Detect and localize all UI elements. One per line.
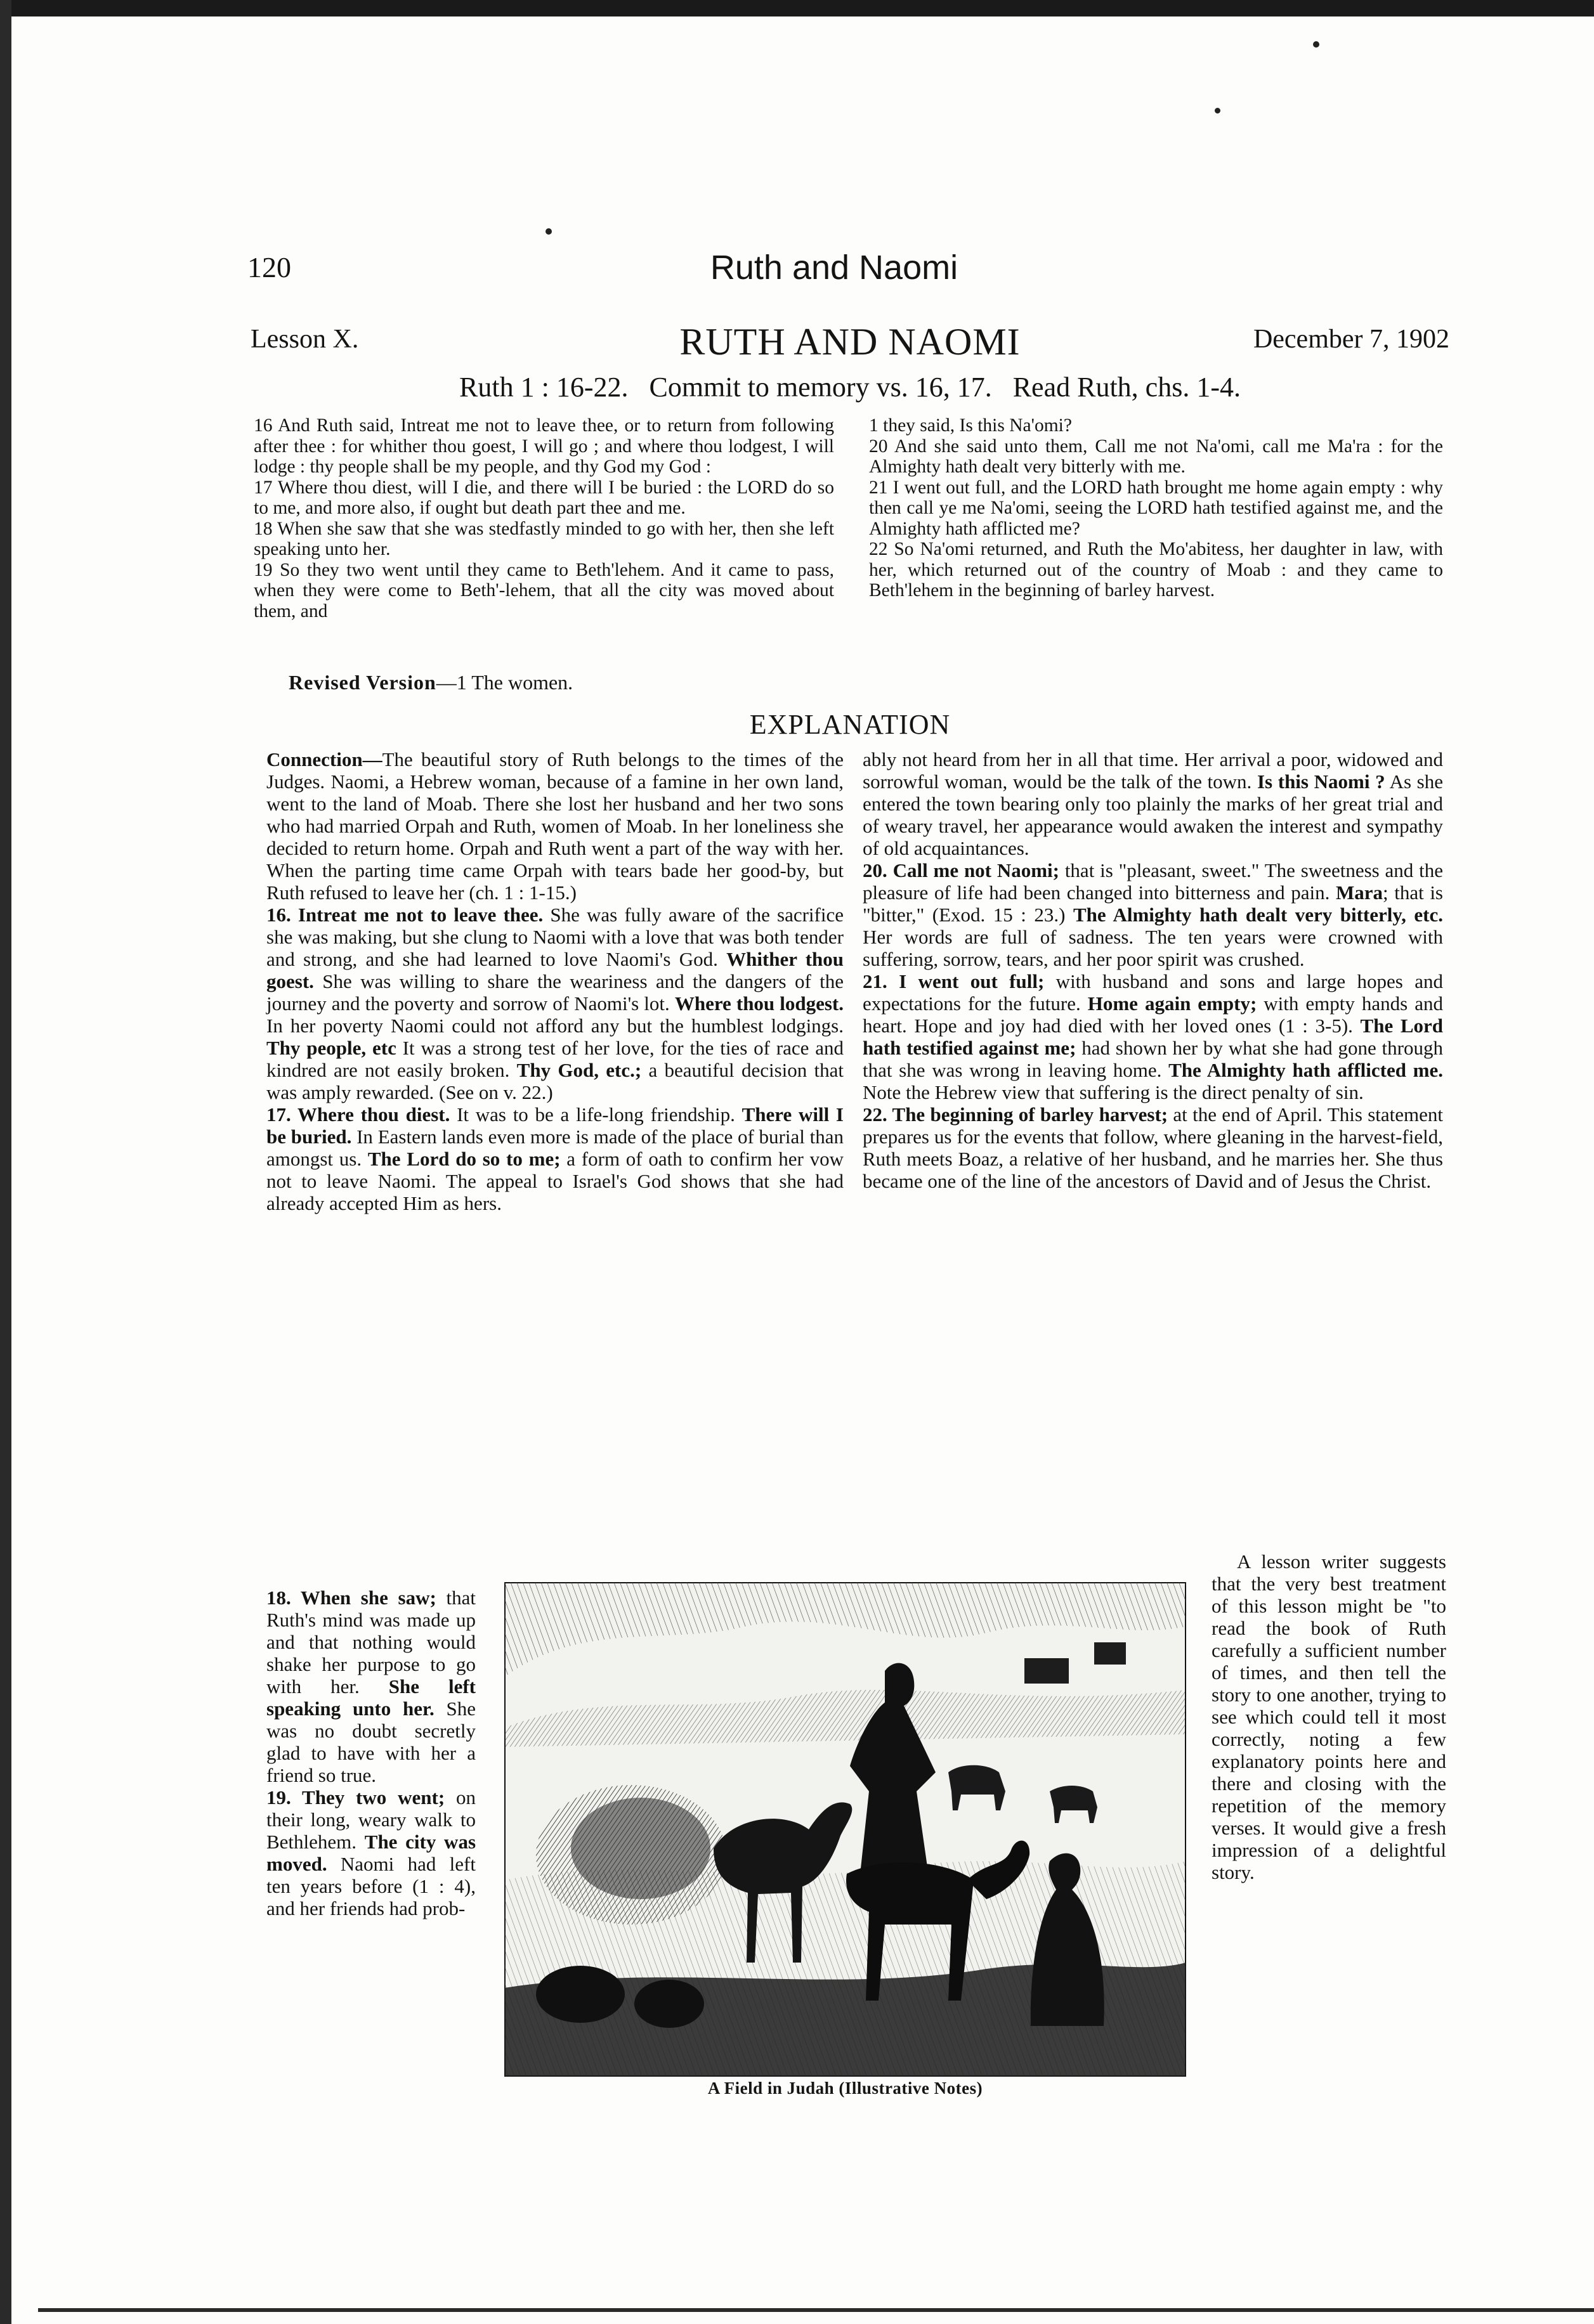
paragraph-lead: There will I be buried.	[266, 1103, 844, 1148]
lesson-date: December 7, 1902	[1253, 325, 1449, 354]
paragraph-lead: The Lord hath testified against me;	[863, 1015, 1443, 1059]
paragraph-lead: 19. They two went;	[266, 1786, 445, 1808]
paragraph-text: In Eastern lands even more is made of the place of burial than amongst us.	[266, 1126, 844, 1170]
paragraph-lead: She left speaking unto her.	[266, 1675, 476, 1720]
scripture-verse: 17 Where thou diest, will I die, and there will I be buried : the LORD do so to me, and more also, if ought but death part thee and me.	[254, 477, 834, 518]
scripture-verse: 19 So they two went until they came to Beth'lehem. And it came to pass, when they were come to Beth'-lehem, that all the city was moved about them, and	[254, 559, 834, 621]
paragraph-lead: The Lord do so to me;	[367, 1148, 561, 1170]
paragraph-lead: Is this Naomi ?	[1257, 770, 1385, 793]
paragraph-lead: Thy people, etc	[266, 1037, 396, 1059]
explanation-column-c	[266, 1587, 476, 1919]
explanation-column-d: A lesson writer suggests that the very best treatment of this lesson might be "to read the book of Ruth carefully a sufficient number of times, and then tell the story to one another, trying to see which could tell it most correctly, noting a few explanatory points here and there and closing with the repetition of the memory verses. It would give a fresh impression of a delightful story.	[1212, 1550, 1446, 1883]
paragraph-text: with empty hands and heart. Hope and joy had died with her loved ones (1 : 3-5).	[863, 992, 1443, 1037]
paragraph-text: In her poverty Naomi could not afford any but the humblest lodgings.	[266, 1015, 844, 1037]
revised-version-label: Revised Version	[289, 671, 436, 694]
explanation-paragraph	[863, 970, 1443, 1103]
revised-version-text: —1 The women.	[436, 671, 573, 694]
explanation-column-a	[266, 748, 844, 1214]
paragraph-lead: Home again empty;	[1087, 992, 1257, 1015]
paragraph-text: a form of oath to confirm her vow not to leave Naomi. The appeal to Israel's God shows that she had already accepted Him as hers.	[266, 1148, 844, 1214]
paragraph-lead: 17. Where thou diest.	[266, 1103, 450, 1126]
illustration-caption: A Field in Judah (Illustrative Notes)	[707, 2079, 983, 2098]
explanation-paragraph	[863, 1103, 1443, 1192]
paragraph-text: had shown her by what she had gone through that she was wrong in leaving home.	[863, 1037, 1443, 1081]
paragraph-lead: The city was moved.	[266, 1831, 476, 1875]
revised-version-note	[289, 671, 573, 694]
paragraph-lead: 21. I went out full;	[863, 970, 1045, 992]
paragraph-text: She was fully aware of the sacrifice she was making, but she clung to Naomi with a love that was both tender and strong, and she had learned to love Naomi's God.	[266, 904, 844, 970]
lesson-reference: Ruth 1 : 16-22. Commit to memory vs. 16, 17. Read Ruth, chs. 1-4.	[459, 372, 1241, 403]
page-number: 120	[247, 251, 291, 283]
paragraph-text: a beautiful decision that was amply rewarded. (See on v. 22.)	[266, 1059, 844, 1103]
paragraph-text: She was willing to share the weariness and the dangers of the journey and the poverty and sorrow of Naomi's lot.	[266, 970, 844, 1015]
paragraph-lead: Mara	[1335, 881, 1383, 904]
explanation-paragraph	[863, 859, 1443, 970]
explanation-column-b	[863, 748, 1443, 1192]
illustration-field-in-judah	[504, 1582, 1186, 2077]
scripture-right-column	[869, 415, 1443, 601]
explanation-paragraph	[266, 748, 844, 904]
scripture-left-column	[254, 415, 834, 621]
paragraph-lead: Connection—	[266, 748, 382, 770]
explanation-paragraph	[266, 1786, 476, 1919]
paragraph-text: As she entered the town bearing only too plainly the marks of her great trial and of weary travel, her appearance would awaken the interest and sympathy of old acquaintances.	[863, 770, 1443, 859]
paragraph-lead: Thy God, etc.;	[516, 1059, 642, 1081]
paragraph-text: Note the Hebrew view that suffering is the direct penalty of sin.	[863, 1081, 1364, 1103]
paragraph-text: The beautiful story of Ruth belongs to the times of the Judges. Naomi, a Hebrew woman, because of a famine in her own land, went to the land of Moab. There she lost her husband and her two sons who had married Orpah and Ruth, women of Moab. In her loneliness she decided to return home. Orpah and Ruth went a part of the way with her. When the parting time came Orpah with tears bade her good-by, but Ruth refused to leave her (ch. 1 : 1-15.)	[266, 748, 844, 904]
scripture-verse: 18 When she saw that she was stedfastly minded to go with her, then she left speaking unto her.	[254, 518, 834, 559]
paragraph-lead: 20. Call me not Naomi;	[863, 859, 1059, 881]
scan-speck	[545, 228, 552, 235]
lesson-title: RUTH AND NAOMI	[679, 321, 1021, 363]
explanation-heading: EXPLANATION	[749, 709, 951, 740]
scan-speck	[1215, 108, 1220, 114]
paragraph-text: with husband and sons and large hopes and expectations for the future.	[863, 970, 1443, 1015]
lesson-header	[251, 320, 1449, 365]
paragraph-lead: 16. Intreat me not to leave thee.	[266, 904, 544, 926]
paragraph-lead: The Almighty hath dealt very bitterly, etc.	[1073, 904, 1443, 926]
explanation-paragraph	[266, 1587, 476, 1786]
scripture-verse: 21 I went out full, and the LORD hath brought me home again empty : why then call ye me Na'omi, seeing the LORD hath testified against me, and the Almighty hath afflicted me?	[869, 477, 1443, 539]
paragraph-lead: Whither thou goest.	[266, 948, 844, 992]
scripture-verse: 1 they said, Is this Na'omi?	[869, 415, 1072, 436]
engraving-illustration	[504, 1582, 1186, 2077]
paragraph-text: ably not heard from her in all that time. Her arrival a poor, widowed and sorrowful woman, would be the talk of the town.	[863, 748, 1443, 793]
paragraph-text: Naomi had left ten years before (1 : 4), and her friends had prob-	[266, 1853, 476, 1919]
scan-top-border	[0, 0, 1594, 16]
explanation-paragraph	[863, 748, 1443, 859]
lesson-label: Lesson X.	[251, 325, 359, 354]
running-head	[247, 250, 1421, 295]
scripture-verse: 16 And Ruth said, Intreat me not to leave thee, or to return from following after thee : for whither thou goest, I will go ; and where thou lodgest, I will lodge : thy people shall be my people, and thy God my God :	[254, 415, 834, 477]
paragraph-text: on their long, weary walk to Bethlehem.	[266, 1786, 476, 1853]
paragraph-lead: 18. When she saw;	[266, 1587, 436, 1609]
scripture-verse: 20 And she said unto them, Call me not Na'omi, call me Ma'ra : for the Almighty hath dealt very bitterly with me.	[869, 436, 1443, 477]
paragraph-lead: 22. The beginning of barley harvest;	[863, 1103, 1168, 1126]
paragraph-text: She was no doubt secretly glad to have with her a friend so true.	[266, 1698, 476, 1786]
explanation-paragraph	[266, 1103, 844, 1214]
paragraph-text: It was a strong test of her love, for the ties of race and kindred are not easily broken.	[266, 1037, 844, 1081]
paragraph-text: that Ruth's mind was made up and that nothing would shake her purpose to go with her.	[266, 1587, 476, 1698]
scripture-verse: 22 So Na'omi returned, and Ruth the Mo'abitess, her daughter in law, with her, which returned out of the country of Moab : and they came to Beth'lehem in the beginning of barley harvest.	[869, 539, 1443, 600]
paragraph-text: ; that is "bitter," (Exod. 15 : 23.)	[863, 881, 1443, 926]
paragraph-text: It was to be a life-long friendship.	[450, 1103, 742, 1126]
scan-left-border	[0, 0, 11, 2324]
explanation-paragraph	[266, 904, 844, 1103]
paragraph-lead: Where thou lodgest.	[674, 992, 844, 1015]
paragraph-lead: The Almighty hath afflicted me.	[1168, 1059, 1443, 1081]
paragraph-text: Her words are full of sadness. The ten years were crowned with suffering, sorrow, tears, and her poor spirit was crushed.	[863, 926, 1443, 970]
running-title: Ruth and Naomi	[710, 249, 958, 287]
scan-speck	[1313, 41, 1319, 48]
paragraph-text: at the end of April. This statement prepares us for the events that follow, where gleaning in the harvest-field, Ruth meets Boaz, a relative of her husband, and he marries her. She thus became one of the line of the ancestors of David and of Jesus the Christ.	[863, 1103, 1443, 1192]
paragraph-text: that is "pleasant, sweet." The sweetness and the pleasure of life had been changed into bitterness and pain.	[863, 859, 1443, 904]
scan-bottom-border	[38, 2308, 1594, 2312]
